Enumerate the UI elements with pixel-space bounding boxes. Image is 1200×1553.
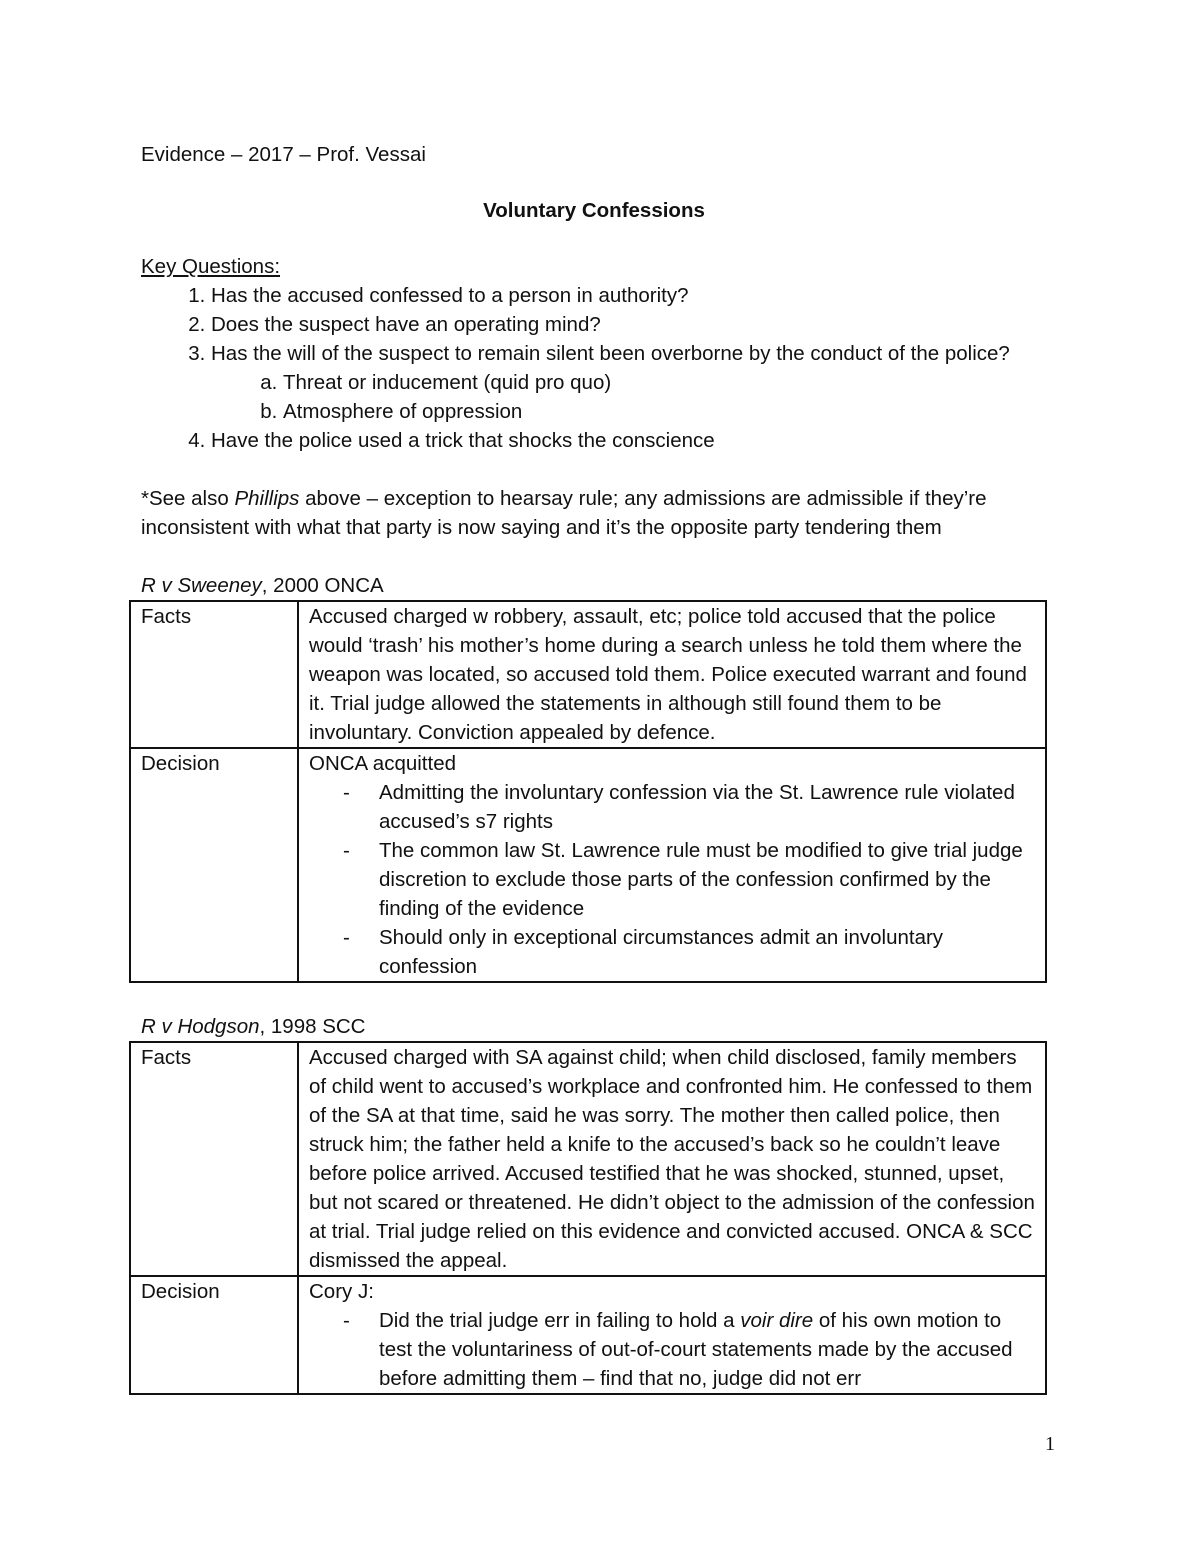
document-title: Voluntary Confessions: [483, 199, 705, 222]
decision-points: [309, 778, 1035, 981]
key-question-item: 2. Does the suspect have an operating mind?: [211, 310, 1047, 339]
voir-dire-term: voir dire: [740, 1309, 814, 1332]
key-question-item: 3. Has the will of the suspect to remain silent been overborne by the conduct of the police? a. Threat or inducement (quid pro quo) b. Atmosphere of oppression: [211, 339, 1047, 426]
key-question-item: 1. Has the accused confessed to a person in authority?: [211, 281, 1047, 310]
facts-label: Facts: [130, 1042, 298, 1276]
decision-cell: [298, 1276, 1046, 1394]
decision-points: [309, 1306, 1035, 1393]
case-table-hodgson: [129, 1041, 1047, 1395]
decision-point: - Admitting the involuntary confession via the St. Lawrence rule violated accused’s s7 rights: [379, 778, 1035, 836]
document-page: [141, 140, 1047, 1395]
facts-row: [130, 1042, 1046, 1276]
key-question-item: 4. Have the police used a trick that shocks the conscience: [211, 426, 1047, 455]
facts-text: Accused charged with SA against child; when child disclosed, family members of child went to accused’s workplace and confronted him. He confessed to them of the SA at that time, said he was sorry. The mother then called police, then struck him; the father held a knife to the accused’s back so he couldn’t leave before police arrived. Accused testified that he was shocked, stunned, upset, but not scared or threatened. He didn’t object to the admission of the confession at trial. Trial judge relied on this evidence and convicted accused. ONCA & SCC dismissed the appeal.: [298, 1042, 1046, 1276]
decision-point: - The common law St. Lawrence rule must be modified to give trial judge discretion to exclude those parts of the confession confirmed by the finding of the evidence: [379, 836, 1035, 923]
case-heading-hodgson: R v Hodgson, 1998 SCC: [141, 1015, 366, 1038]
decision-point: - Did the trial judge err in failing to hold a voir dire of his own motion to test the voluntariness of out-of-court statements made by the accused before admitting them – find that no, judge did not err: [379, 1306, 1035, 1393]
facts-row: [130, 601, 1046, 748]
decision-row: [130, 748, 1046, 982]
key-question-subitem: a. Threat or inducement (quid pro quo): [283, 368, 1047, 397]
course-header: Evidence – 2017 – Prof. Vessai: [141, 143, 426, 166]
case-table-sweeney: [129, 600, 1047, 983]
key-question-subitem: b. Atmosphere of oppression: [283, 397, 1047, 426]
decision-intro: ONCA acquitted: [309, 752, 456, 775]
decision-point: - Should only in exceptional circumstances admit an involuntary confession: [379, 923, 1035, 981]
key-questions-list: [141, 281, 1047, 455]
phillips-note: *See also Phillips above – exception to hearsay rule; any admissions are admissible if they’re inconsistent with what that party is now saying and it’s the opposite party tendering them: [141, 487, 987, 539]
key-questions-heading: Key Questions:: [141, 255, 281, 278]
decision-label: Decision: [130, 1276, 298, 1394]
decision-label: Decision: [130, 748, 298, 982]
facts-label: Facts: [130, 601, 298, 748]
decision-cell: [298, 748, 1046, 982]
facts-text: Accused charged w robbery, assault, etc; police told accused that the police would ‘trash’ his mother’s home during a search unless he told them where the weapon was located, so accused told them. Police executed warrant and found it. Trial judge allowed the statements in although still found them to be involuntary. Conviction appealed by defence.: [298, 601, 1046, 748]
key-question-sublist: [211, 368, 1047, 426]
case-heading-sweeney: R v Sweeney, 2000 ONCA: [141, 574, 384, 597]
page-number: 1: [1045, 1433, 1055, 1455]
note-case-name: Phillips: [234, 487, 300, 510]
decision-row: [130, 1276, 1046, 1394]
decision-intro: Cory J:: [309, 1280, 374, 1303]
